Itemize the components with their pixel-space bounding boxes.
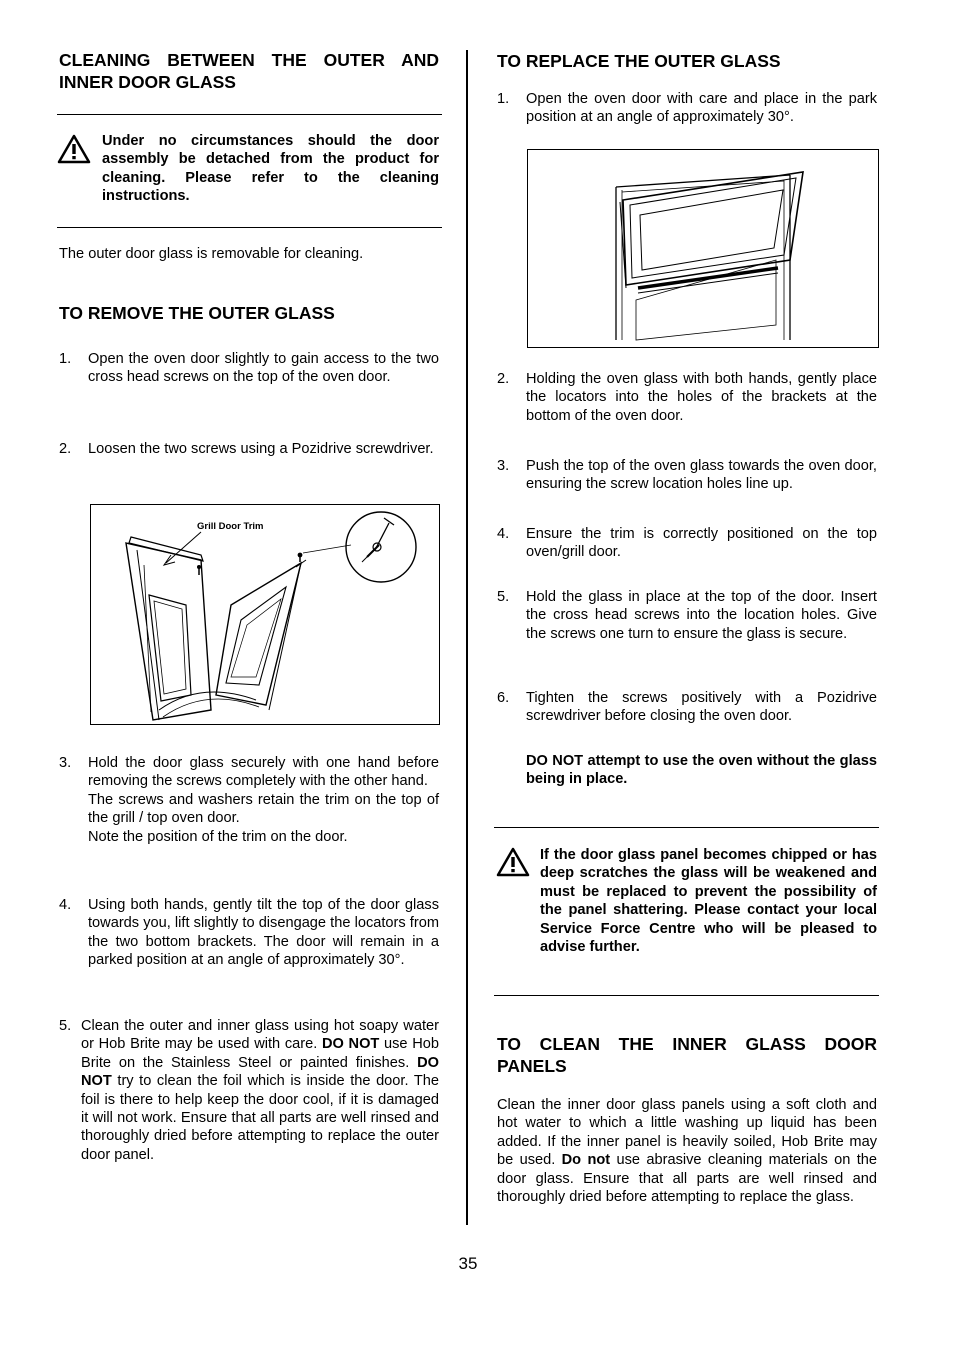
step-text: Tighten the screws positively with a Pozidrive screwdriver before closing the oven door.: [526, 690, 877, 725]
list-item-replace-1: [497, 90, 877, 130]
step-text: try to clean the foil which is inside the door. The foil is there to help keep the door cool, if it is damaged it will not work. Ensure that all parts are well rinsed and thoroughly dried before attempting to replace the outer door panel.: [81, 1073, 439, 1163]
list-item-remove-5: [59, 1017, 439, 1187]
list-item-remove-3: [59, 754, 439, 869]
step-text: Open the oven door slightly to gain access to the two cross head screws on the top of the oven door.: [88, 351, 439, 386]
heading-remove-outer-glass: TO REMOVE THE OUTER GLASS: [59, 303, 335, 323]
warning-chipped-glass: If the door glass panel becomes chipped or has deep scratches the glass will be weakened and must be replaced to prevent the possibility of the panel shattering. Please contact your local Service Force Centre who will be pleased to advise further.: [540, 847, 877, 956]
step-text: Note the position of the trim on the door.: [88, 828, 348, 845]
page-number: 35: [458, 1254, 478, 1273]
warning-triangle-icon: [57, 134, 91, 164]
step-number: 6.: [497, 690, 510, 706]
warning-door-assembly: Under no circumstances should the door assembly be detached from the product for cleaning. Please refer to the cleaning instructions.: [102, 133, 439, 205]
do-not-use-notice: DO NOT attempt to use the oven without the glass being in place.: [526, 753, 877, 788]
intro-text: The outer door glass is removable for cleaning.: [59, 246, 364, 262]
figure-label-grill-door-trim: Grill Door Trim: [197, 521, 264, 532]
step-text: Open the oven door with care and place in the park position at an angle of approximately 30°.: [526, 91, 877, 126]
divider: [494, 995, 879, 996]
step-number: 4.: [497, 526, 510, 542]
list-item-remove-4: [59, 896, 439, 991]
heading-clean-inner-glass: TO CLEAN THE INNER GLASS DOOR PANELS: [497, 1034, 877, 1076]
heading-cleaning-between-glass: CLEANING BETWEEN THE OUTER AND INNER DOOR GLASS: [59, 50, 439, 92]
oven-door-illustration: [528, 150, 878, 347]
step-text: use Hob Brite on the Stainless Steel or painted finishes.: [81, 1036, 439, 1071]
divider: [494, 827, 879, 828]
door-glass-illustration: [91, 505, 439, 724]
step-number: 4.: [59, 897, 72, 913]
step-text: Loosen the two screws using a Pozidrive screwdriver.: [88, 441, 434, 457]
step-number: 1.: [497, 91, 510, 107]
list-item-replace-5: [497, 588, 877, 666]
list-item-replace-6: [497, 689, 877, 729]
step-number: 2.: [497, 371, 510, 387]
paragraph-text: Clean the inner door glass panels using a soft cloth and hot water to which a little washing up liquid has been added. If the inner panel is heavily soiled, Hob Brite may be used.: [497, 1097, 877, 1169]
step-number: 3.: [497, 458, 510, 474]
list-item-replace-2: [497, 370, 877, 430]
step-number: 3.: [59, 755, 72, 771]
list-item-remove-2: [59, 440, 439, 480]
inner-glass-paragraph: [497, 1096, 877, 1206]
step-text: Ensure the trim is correctly positioned on the top oven/grill door.: [526, 526, 877, 561]
do-not-emphasis: DO NOT: [321, 1036, 380, 1053]
list-item-replace-4: [497, 525, 877, 565]
divider: [57, 114, 442, 115]
step-number: 2.: [59, 441, 72, 457]
step-text: Holding the oven glass with both hands, gently place the locators into the holes of the brackets at the bottom of the oven door.: [526, 371, 877, 424]
step-text: Hold the glass in place at the top of the door. Insert the cross head screws into the location holes. Give the screws one turn to ensure the glass is secure.: [526, 589, 877, 642]
figure-replace-glass: [527, 149, 879, 348]
do-not-emphasis: Do not: [561, 1152, 611, 1169]
step-text: The screws and washers retain the trim on the top of the grill / top oven door.: [88, 791, 439, 827]
paragraph-text: use abrasive cleaning materials on the door glass. Ensure that all parts are well rinsed and thoroughly dried before attempting to replace the glass.: [497, 1152, 877, 1206]
do-not-emphasis: DO NOT: [81, 1054, 439, 1090]
step-number: 1.: [59, 351, 72, 367]
step-number: 5.: [497, 589, 510, 605]
figure-remove-glass: [90, 504, 440, 725]
column-divider: [466, 50, 468, 1225]
step-text: Hold the door glass securely with one hand before removing the screws completely with the other hand.: [88, 755, 439, 790]
step-text: Clean the outer and inner glass using hot soapy water or Hob Brite may be used with care.: [81, 1018, 439, 1053]
heading-replace-outer-glass: TO REPLACE THE OUTER GLASS: [497, 51, 781, 71]
list-item-replace-3: [497, 457, 877, 497]
warning-triangle-icon: [496, 847, 530, 877]
step-number: 5.: [59, 1018, 72, 1034]
step-text: Push the top of the oven glass towards the oven door, ensuring the screw location holes line up.: [526, 458, 877, 493]
step-text: Using both hands, gently tilt the top of the door glass towards you, lift slightly to disengage the locators from the two bottom brackets. The door will remain in a parked position at an angle of approximately 30°.: [88, 897, 439, 969]
list-item-remove-1: [59, 350, 439, 410]
divider: [57, 227, 442, 228]
